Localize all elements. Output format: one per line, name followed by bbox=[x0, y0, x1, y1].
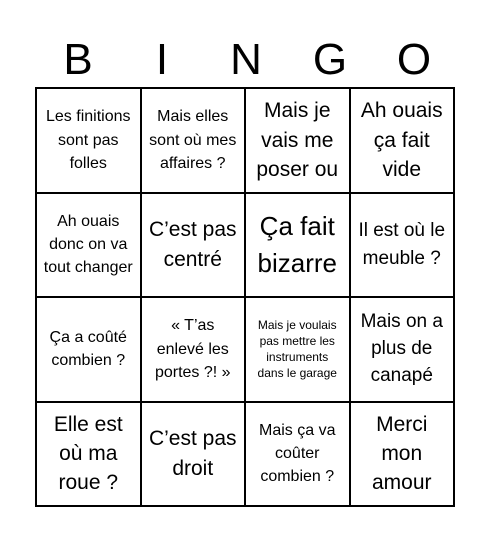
header-letter-n: N bbox=[230, 35, 262, 84]
bingo-cell[interactable]: Ah ouais donc on va tout changer bbox=[36, 193, 141, 298]
header-letter-b: B bbox=[63, 35, 93, 84]
header-letter-i: I bbox=[155, 35, 169, 84]
bingo-cell[interactable]: Ça a coûté combien ? bbox=[36, 297, 141, 402]
bingo-cell[interactable]: Mais elles sont où mes affaires ? bbox=[141, 88, 246, 193]
bingo-cell[interactable]: C’est pas centré bbox=[141, 193, 246, 298]
bingo-cell[interactable]: Mais je vais me poser ou bbox=[245, 88, 350, 193]
bingo-cell[interactable]: Mais on a plus de canapé bbox=[350, 297, 455, 402]
bingo-cell[interactable]: Mais je voulais pas mettre les instruments dans le garage bbox=[245, 297, 350, 402]
bingo-cell[interactable]: Elle est où ma roue ? bbox=[36, 402, 141, 507]
bingo-cell[interactable]: Ah ouais ça fait vide bbox=[350, 88, 455, 193]
bingo-cell[interactable]: Merci mon amour bbox=[350, 402, 455, 507]
bingo-cell[interactable]: C’est pas droit bbox=[141, 402, 246, 507]
bingo-cell[interactable]: Les finitions sont pas folles bbox=[36, 88, 141, 193]
bingo-cell[interactable]: « T’as enlevé les portes ?! » bbox=[141, 297, 246, 402]
bingo-cell[interactable]: Mais ça va coûter combien ? bbox=[245, 402, 350, 507]
header-letter-o: O bbox=[396, 35, 432, 84]
bingo-cell[interactable]: Il est où le meuble ? bbox=[350, 193, 455, 298]
bingo-card-grid bbox=[35, 87, 455, 507]
header-letter-g: G bbox=[312, 35, 348, 84]
bingo-header bbox=[36, 34, 456, 86]
bingo-cell[interactable]: Ça fait bizarre bbox=[245, 193, 350, 298]
